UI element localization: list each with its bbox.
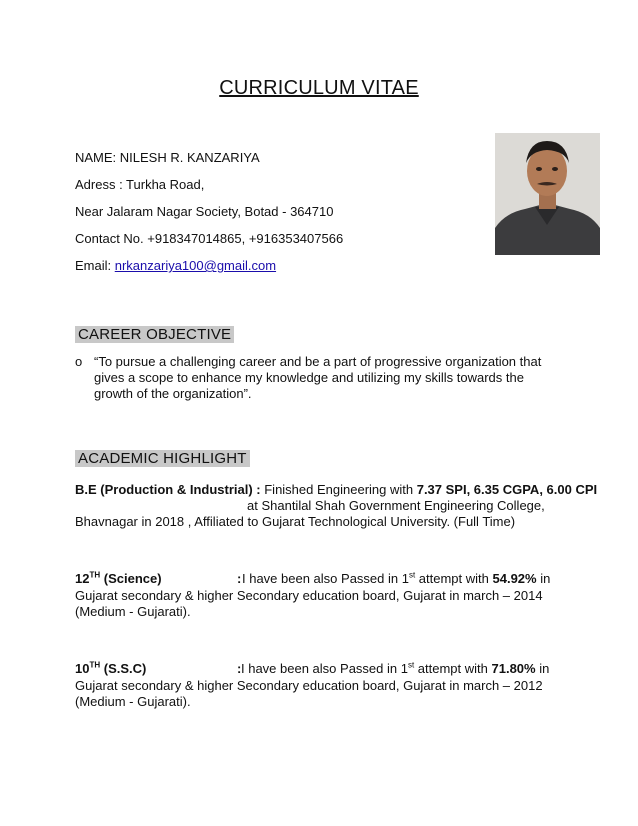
ssc-colon: : <box>237 661 242 676</box>
address-line-1: Adress : Turkha Road, <box>75 177 205 192</box>
hsc-colon: : <box>237 571 242 586</box>
be-line-1 <box>75 482 597 497</box>
ssc-label: 10TH (S.S.C) <box>75 660 147 676</box>
be-line-3: Bhavnagar in 2018 , Affiliated to Gujarat Technological University. (Full Time) <box>75 514 516 529</box>
academic-highlight-heading: ACADEMIC HIGHLIGHT <box>75 450 250 467</box>
be-label: B.E (Production & Industrial) : <box>75 482 261 497</box>
address-line-2: Near Jalaram Nagar Society, Botad - 364710 <box>75 204 334 219</box>
contact-line: Contact No. +918347014865, +916353407566 <box>75 231 344 246</box>
career-objective-text: “To pursue a challenging career and be a part of progressive organization that gives a scope to enhance my knowledge and utilizing my skills towards the growth of the organization”. <box>94 354 542 401</box>
ssc-line-3: (Medium - Gujarati). <box>75 694 191 709</box>
page-title: CURRICULUM VITAE <box>219 77 419 99</box>
profile-photo <box>495 133 600 255</box>
career-objective-heading: CAREER OBJECTIVE <box>75 326 234 343</box>
ssc-line-1 <box>75 660 550 676</box>
email-line <box>75 258 276 273</box>
email-link[interactable]: nrkanzariya100@gmail.com <box>114 258 277 273</box>
be-text: Finished Engineering with <box>264 482 417 497</box>
hsc-line-1 <box>75 570 551 586</box>
email-label: Email: <box>75 258 115 273</box>
ssc-text: I have been also Passed in 1st attempt with 71.80% in <box>241 660 550 676</box>
ssc-line-2: Gujarat secondary & higher Secondary education board, Gujarat in march – 2012 <box>75 678 543 693</box>
name-line: NAME: NILESH R. KANZARIYA <box>75 150 260 165</box>
hsc-text: I have been also Passed in 1st attempt with 54.92% in <box>242 570 551 586</box>
be-scores: 7.37 SPI, 6.35 CGPA, 6.00 CPI <box>416 482 598 497</box>
bullet-marker: o <box>75 354 83 369</box>
hsc-line-2: Gujarat secondary & higher Secondary education board, Gujarat in march – 2014 <box>75 588 543 603</box>
hsc-label: 12TH (Science) <box>75 570 162 586</box>
hsc-line-3: (Medium - Gujarati). <box>75 604 191 619</box>
be-line-2: at Shantilal Shah Government Engineering College, <box>247 498 545 513</box>
